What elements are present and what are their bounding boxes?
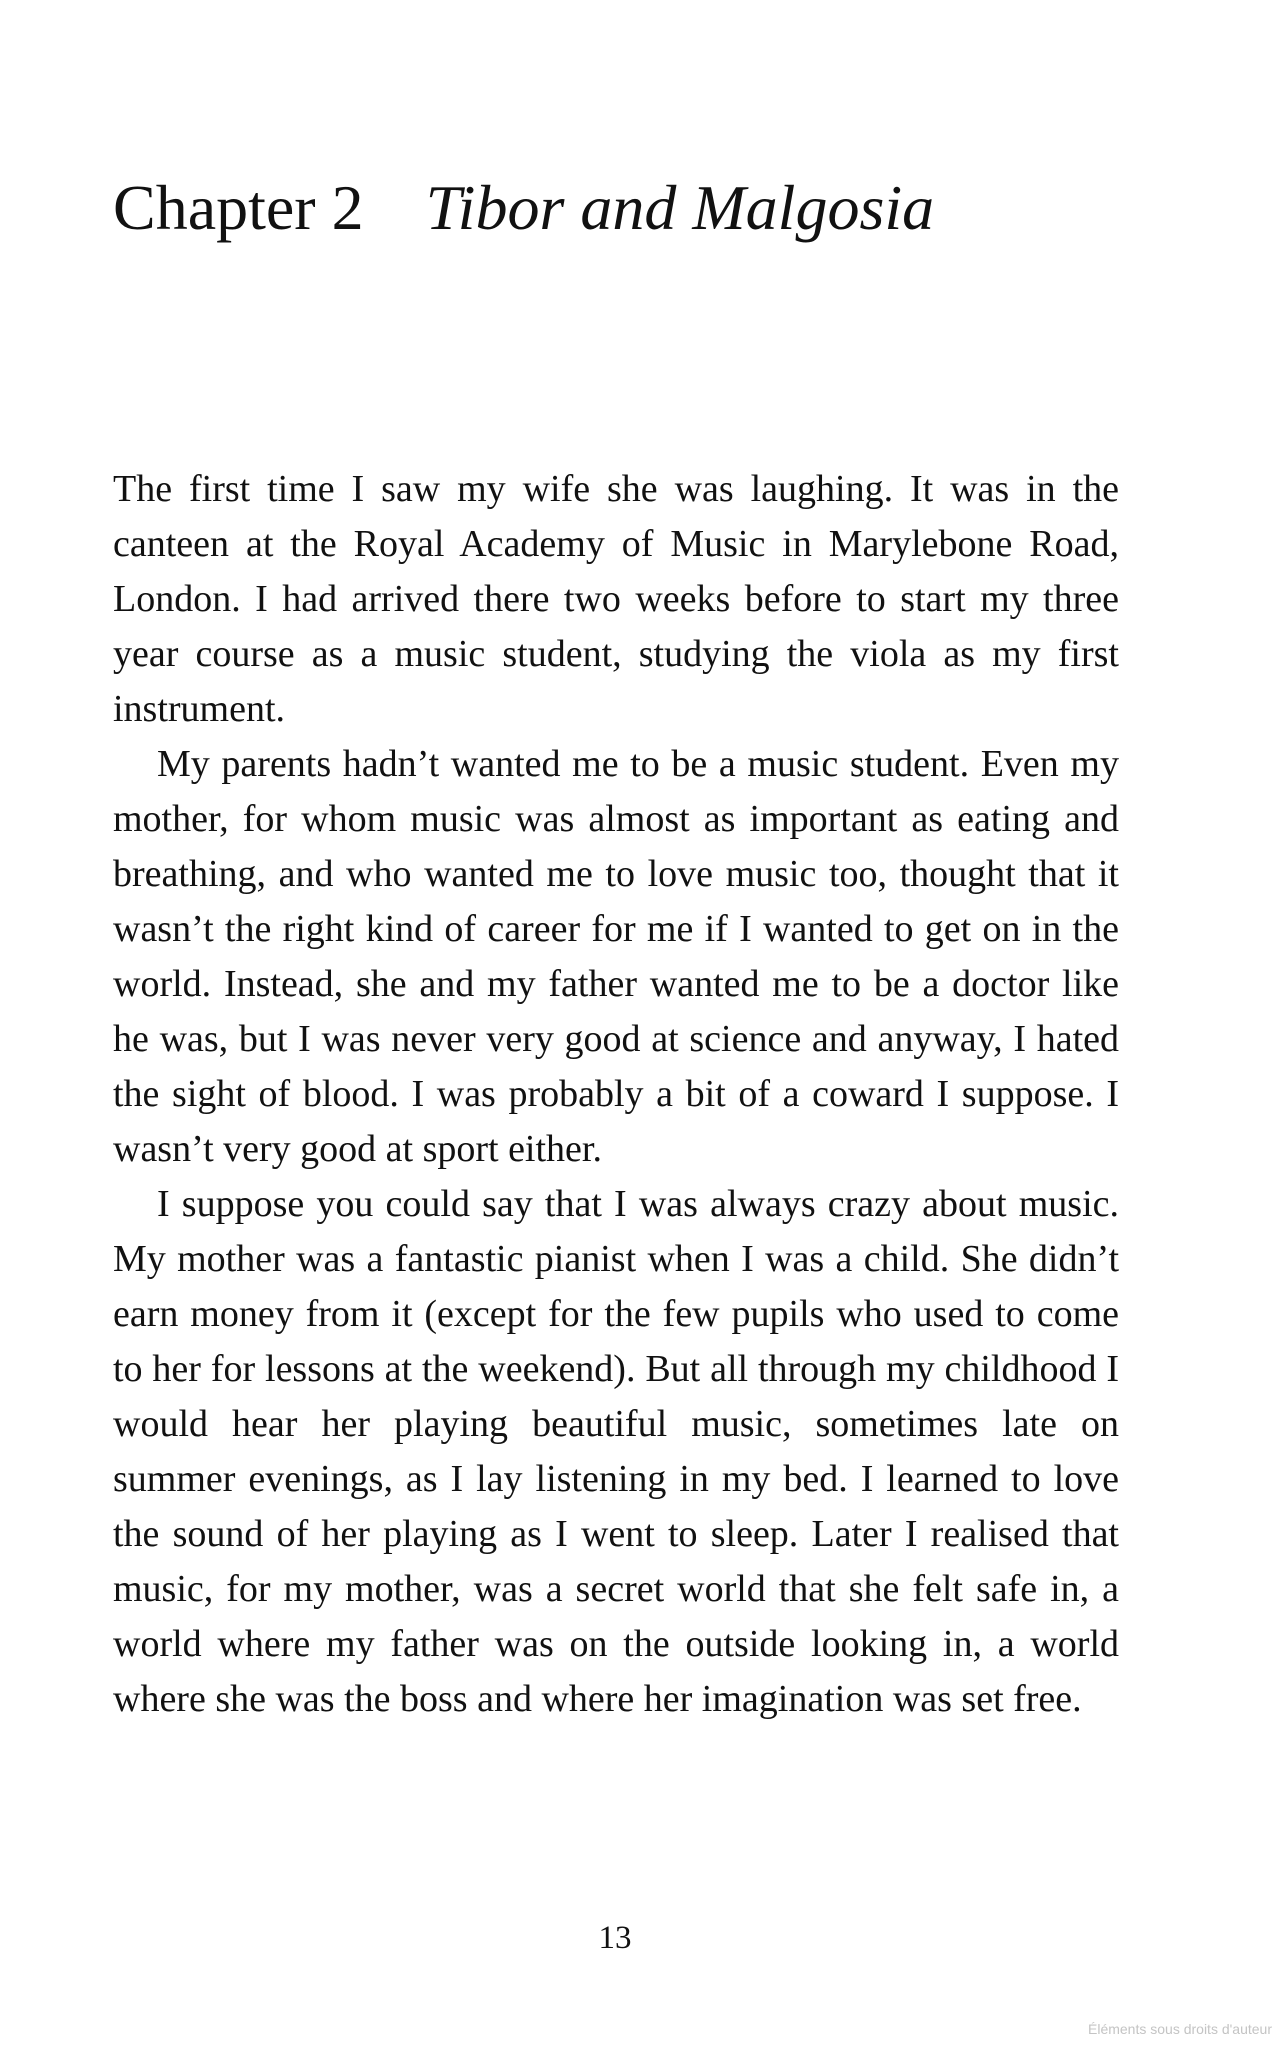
chapter-label: Chapter 2: [113, 172, 364, 243]
paragraph-2: My parents hadn’t wanted me to be a music student. Even my mother, for whom music was almost as important as eating and breathing, and who wanted me to love music too, thought that it wasn’t the right kind of career for me if I wanted to get on in the world. Instead, she and my father wanted me to be a doctor like he was, but I was never very good at science and anyway, I hated the sight of blood. I was probably a bit of a coward I suppose. I wasn’t very good at sport either.: [113, 743, 1119, 1170]
paragraph-3: I suppose you could say that I was always crazy about music. My mother was a fantastic pianist when I was a child. She didn’t earn money from it (except for the few pupils who used to come to her for lessons at the weekend). But all through my childhood I would hear her playing beautiful music, sometimes late on summer evenings, as I lay listening in my bed. I learned to love the sound of her playing as I went to sleep. Later I realised that music, for my mother, was a secret world that she felt safe in, a world where my father was on the outside looking in, a world where she was the boss and where her imagination was set free.: [113, 1183, 1119, 1720]
chapter-heading: [113, 168, 934, 248]
page-number: 13: [598, 1920, 632, 1956]
copyright-watermark: Éléments sous droits d'auteur: [1088, 2021, 1272, 2037]
body-text: [113, 462, 1119, 1727]
chapter-title: Tibor and Malgosia: [425, 172, 935, 243]
paragraph-1: The first time I saw my wife she was laughing. It was in the canteen at the Royal Academy of Music in Marylebone Road, London. I had arrived there two weeks before to start my three year course as a music student, studying the viola as my first instrument.: [113, 468, 1119, 730]
